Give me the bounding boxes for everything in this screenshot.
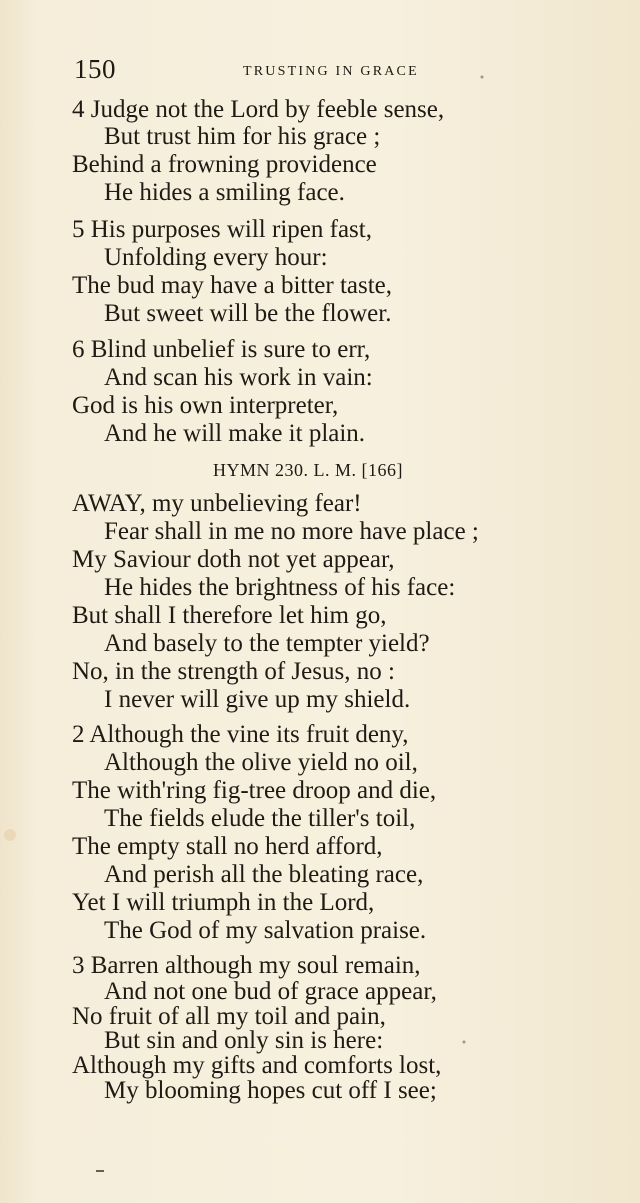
verse-line: No fruit of all my toil and pain, — [72, 1003, 386, 1030]
verse-line: The bud may have a bitter taste, — [72, 272, 393, 299]
verse-line: God is his own interpreter, — [72, 392, 339, 419]
verse-line: 4 Judge not the Lord by feeble sense, — [72, 96, 445, 123]
verse-line: He hides the brightness of his face: — [104, 574, 456, 601]
verse-line: 2 Although the vine its fruit deny, — [72, 721, 409, 748]
verse-line: The with'ring fig-tree droop and die, — [72, 777, 437, 804]
verse-line: 5 His purposes will ripen fast, — [72, 216, 372, 243]
verse-line: Fear shall in me no more have place ; — [104, 518, 479, 545]
verse-line: And perish all the bleating race, — [104, 861, 424, 888]
verse-line: Behind a frowning providence — [72, 151, 377, 178]
verse-line: Yet I will triumph in the Lord, — [72, 889, 375, 916]
verse-line: And basely to the tempter yield? — [104, 630, 430, 657]
verse-line: No, in the strength of Jesus, no : — [72, 658, 395, 685]
verse-line: But trust him for his grace ; — [104, 123, 381, 150]
verse-line: 3 Barren although my soul remain, — [72, 952, 421, 979]
verse-line: The empty stall no herd afford, — [72, 833, 383, 860]
verse-line: But sin and only sin is here: — [104, 1027, 384, 1054]
verse-line: Unfolding every hour: — [104, 244, 328, 271]
verse-line: Although my gifts and comforts lost, — [72, 1052, 442, 1079]
verse-line: AWAY, my unbelieving fear! — [72, 490, 362, 517]
verse-line: And not one bud of grace appear, — [104, 978, 437, 1005]
verse-line: He hides a smiling face. — [104, 179, 345, 206]
verse-line: The God of my salvation praise. — [104, 917, 427, 944]
page-number: 150 — [74, 54, 116, 84]
verse-line: But shall I therefore let him go, — [72, 602, 387, 629]
verse-line: The fields elude the tiller's toil, — [104, 805, 416, 832]
verse-line: But sweet will be the flower. — [104, 300, 392, 327]
verse-line: I never will give up my shield. — [104, 686, 411, 713]
verse-line: My blooming hopes cut off I see; — [104, 1077, 437, 1104]
hymn-heading: HYMN 230. L. M. [166] — [213, 460, 403, 480]
running-head: TRUSTING IN GRACE — [243, 64, 419, 79]
verse-line: My Saviour doth not yet appear, — [72, 546, 395, 573]
verse-line: And he will make it plain. — [104, 420, 366, 447]
verse-line: 6 Blind unbelief is sure to err, — [72, 336, 371, 363]
verse-line: And scan his work in vain: — [104, 364, 373, 391]
verse-line: Although the olive yield no oil, — [104, 749, 418, 776]
